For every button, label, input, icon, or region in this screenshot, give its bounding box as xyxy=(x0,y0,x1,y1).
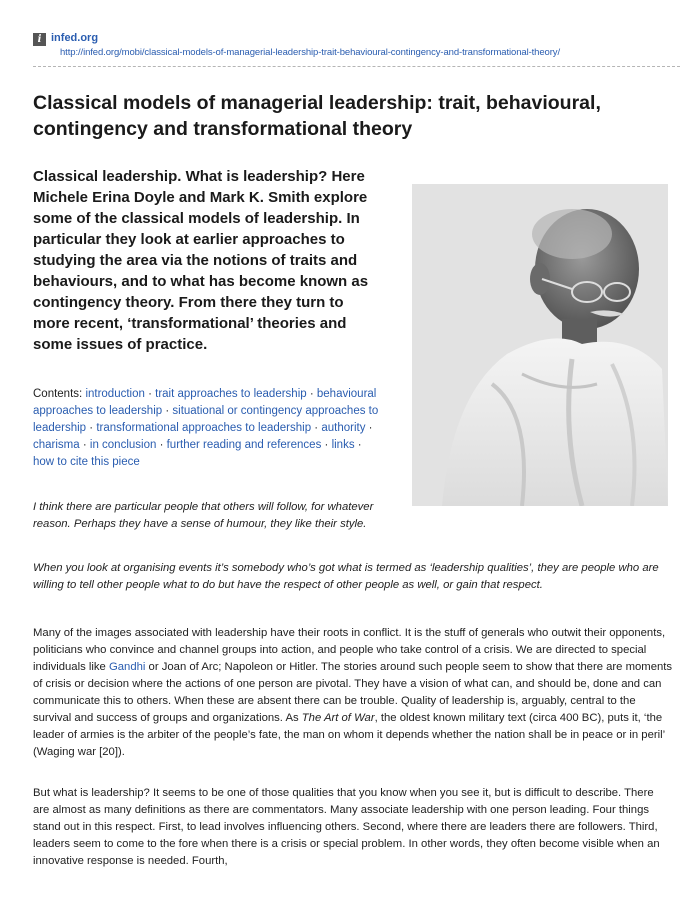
book-title: The Art of War xyxy=(301,712,375,724)
page-url-link[interactable]: http://infed.org/mobi/classical-models-of-managerial-leadership-trait-behavioural-contingency-and-transformational-theory/ xyxy=(60,47,560,58)
article-title: Classical models of managerial leadership: trait, behavioural, contingency and transformational theory xyxy=(33,92,601,140)
contents-link-how-to-cite[interactable]: how to cite this piece xyxy=(33,456,140,468)
contents-link-situational[interactable]: situational or contingency approaches to leadership xyxy=(33,405,379,434)
contents-label: Contents: xyxy=(33,388,83,400)
article-lead: Classical leadership. What is leadership? Here Michele Erina Doyle and Mark K. Smith explore some of the classical models of leadership. In particular they look at earlier approaches to studying the area via the notions of traits and behaviours, and to what has become known as contingency theory. From there they turn to more recent, ‘transformational’ theories and some issues of practice. xyxy=(33,168,369,353)
contents-link-trait[interactable]: trait approaches to leadership xyxy=(155,388,307,400)
quote-followers: I think there are particular people that others will follow, for whatever reason. Perhaps they have a sense of humour, they like their style. xyxy=(33,501,374,530)
gandhi-photo xyxy=(412,184,668,506)
site-name[interactable]: infed.org xyxy=(51,32,99,44)
paragraph-conflict xyxy=(33,625,673,761)
contents-link-behavioural[interactable]: behavioural approaches to leadership xyxy=(33,388,377,417)
contents-link-authority[interactable]: authority xyxy=(321,422,366,434)
info-i-icon: i xyxy=(33,33,46,46)
contents-link-in-conclusion[interactable]: in conclusion xyxy=(89,439,157,451)
para1-part1: Many of the images associated with leadership have their roots in conflict. It is the stuff of generals who outwit their opponents, politicians who convince and channel groups into action, and people who take control of a crisis. We are directed to special individuals like xyxy=(33,627,666,673)
gandhi-link[interactable]: Gandhi xyxy=(108,661,146,673)
paragraph-what-is-leadership: But what is leadership? It seems to be one of those qualities that you know when you see it, but is difficult to describe. There are almost as many definitions as there are commentators. Many associate leadership with one person leading. Four things stand out in this respect. First, to lead involves influencing others. Second, where there are leaders there are followers. Third, leaders seem to come to the fore when there is a crisis or special problem. In other words, they often become visible when an innovative response is needed. Fourth, xyxy=(33,787,660,867)
contents-link-links[interactable]: links xyxy=(331,439,355,451)
contents-link-further-reading[interactable]: further reading and references xyxy=(166,439,322,451)
header-divider xyxy=(33,66,680,67)
contents-link-transformational[interactable]: transformational approaches to leadership xyxy=(96,422,312,434)
contents-link-introduction[interactable]: introduction xyxy=(85,388,145,400)
quote-organising-events: When you look at organising events it’s somebody who’s got what is termed as ‘leadership qualities’, they are people who are willing to tell other people what to do but have the respect of other people as well, or gain that respect. xyxy=(33,562,659,591)
contents-list: Contents: introduction · trait approaches to leadership · behavioural approaches to leadership · situational or contingency approaches to leadership · transformational approaches to leadership · authority · charisma · in conclusion · further reading and references · links · how to cite this piece xyxy=(33,388,379,468)
para1-part2: or Joan of Arc; Napoleon or Hitler. The stories around such people seem to show that there are moments of crisis or decision where the actions of one person are pivotal. They have a vision of what can, and should be, done and can communicate this to others. When these are absent there can be trouble. Quality of leadership is, arguably, central to the survival and success of groups and organizations. As xyxy=(33,661,673,724)
contents-link-charisma[interactable]: charisma xyxy=(33,439,80,451)
para1-part3: , the oldest known military text (circa 400 BC), puts it, ‘the leader of armies is the arbiter of the people’s fate, the man on whom it depends whether the nation shall be in peace or in peril’ (Waging war [20]). xyxy=(33,712,665,758)
